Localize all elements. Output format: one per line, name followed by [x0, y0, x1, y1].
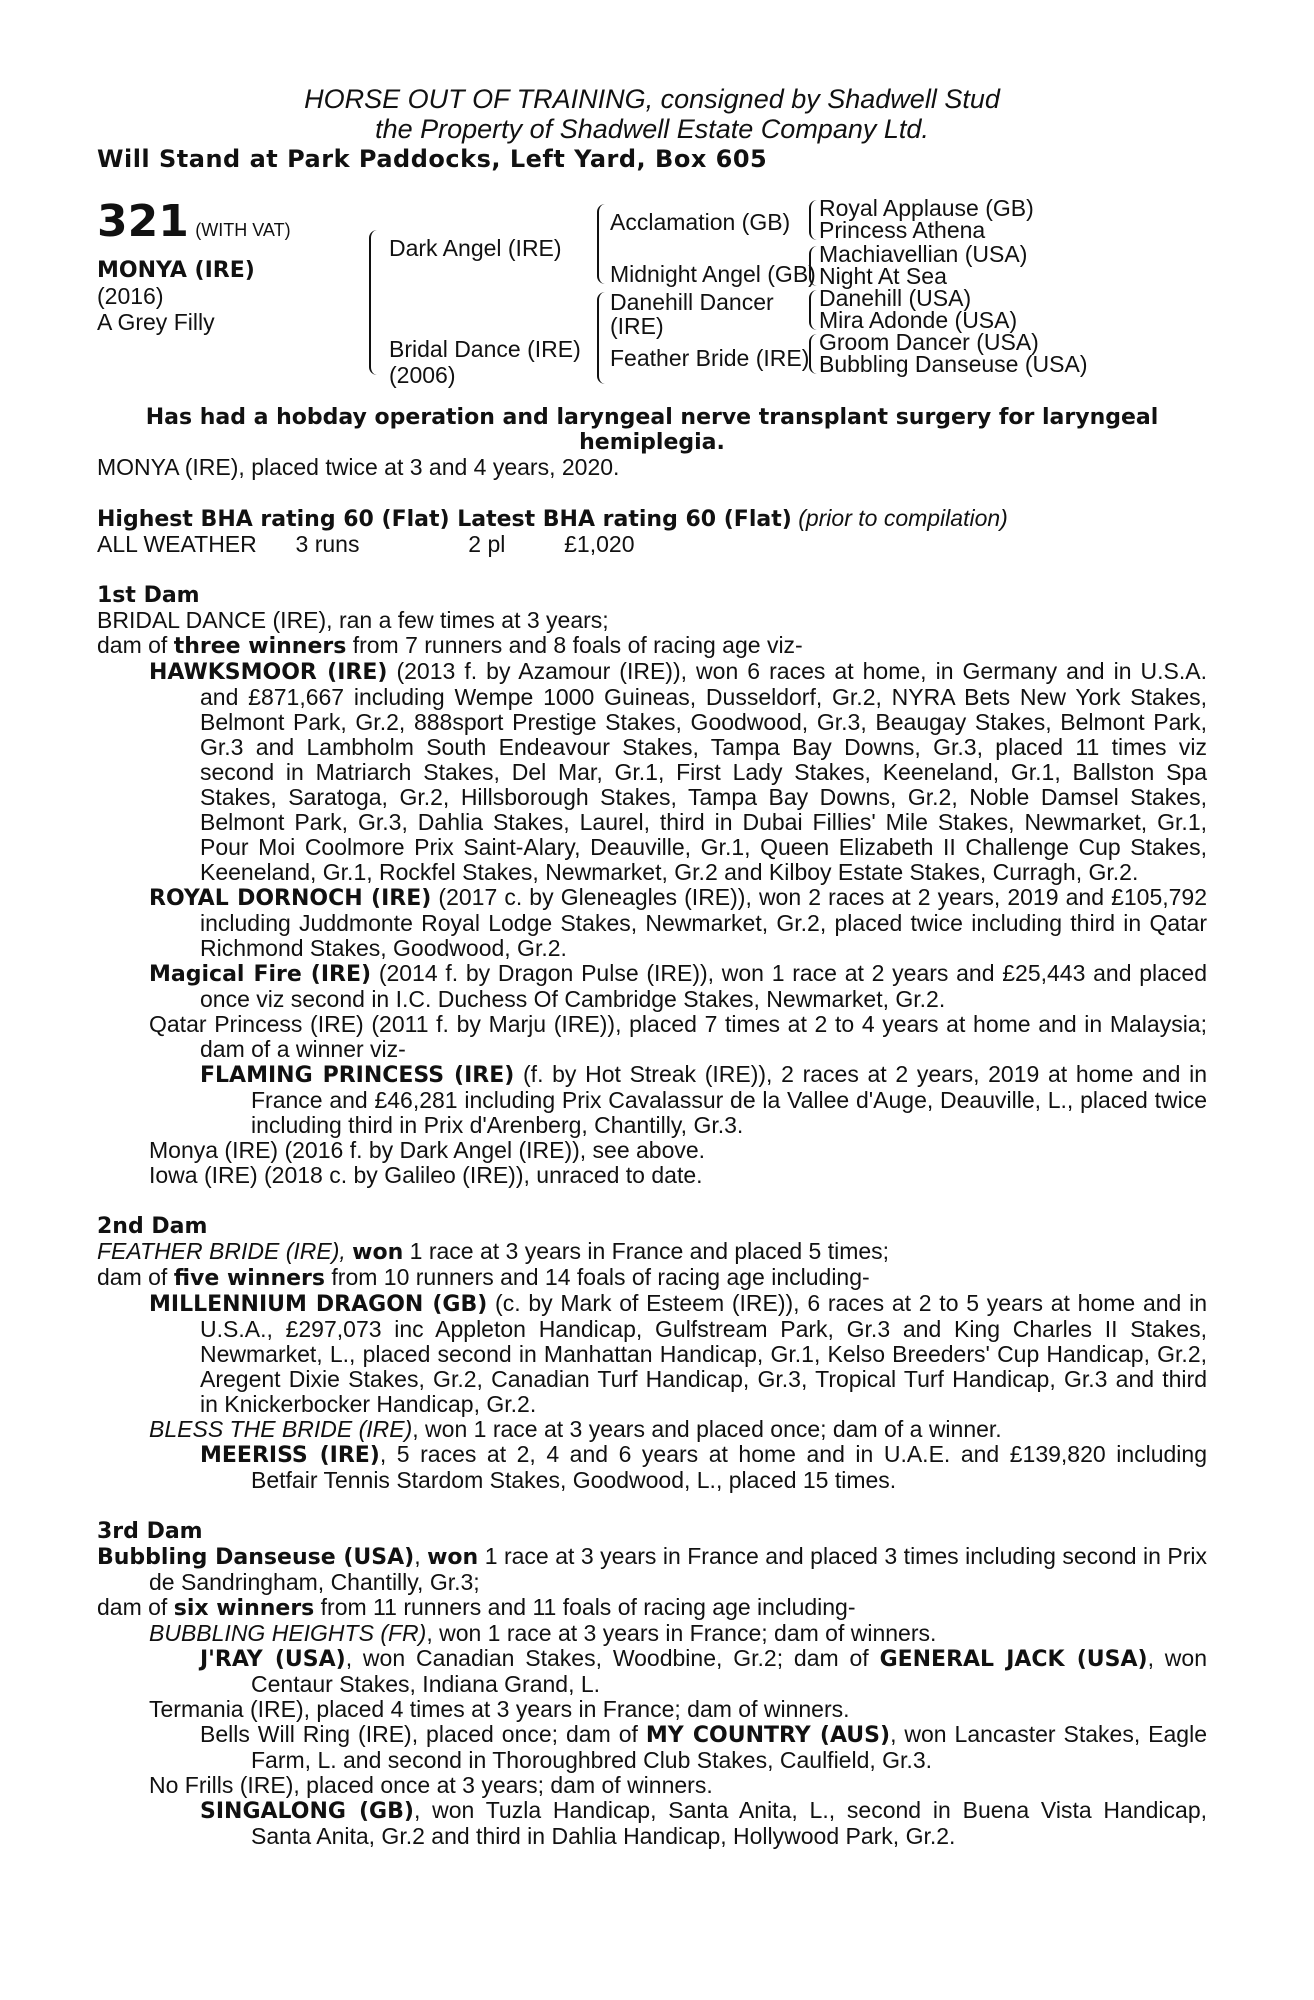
produce-entry: FLAMING PRINCESS (IRE) (f. by Hot Streak (IRE)), 2 races at 2 years, 2019 at home and in France and £46,281 including Prix Cavalassur de la Vallee d'Auge, Deauville, L., placed twice including third in Prix d'Arenberg, Chantilly, Gr.3. [200, 1061, 1208, 1138]
produce-entry: Qatar Princess (IRE) (2011 f. by Marju (IRE)), placed 7 times at 2 to 4 years at home and in Malaysia; dam of a winner viz- [149, 1011, 1207, 1062]
rating-section [97, 506, 1207, 557]
location-line: Will Stand at Park Paddocks, Left Yard, Box 605 [97, 145, 768, 173]
produce-entry: MILLENNIUM DRAGON (GB) (c. by Mark of Esteem (IRE)), 6 races at 2 to 5 years at home and in U.S.A., £297,073 inc Appleton Handicap, Gulfstream Park, Gr.3 and King Charles II Stakes, Newmarket, L., placed second in Manhattan Handicap, Gr.1, Kelso Breeders' Cup Handicap, Gr.2, Aregent Dixie Stakes, Gr.2, Canadian Turf Handicap, Gr.3, Tropical Turf Handicap, Gr.3 and third in Knickerbocker Handicap, Gr.2. [149, 1290, 1207, 1417]
sire-sire-sire: Royal Applause (GB) [819, 195, 1034, 221]
produce-entry: Bells Will Ring (IRE), placed once; dam of MY COUNTRY (AUS), won Lancaster Stakes, Eagle Farm, L. and second in Thoroughbred Club Stakes, Caulfield, Gr.3. [200, 1721, 1207, 1773]
owner-line: the Property of Shadwell Estate Company Ltd. [375, 114, 929, 144]
dam-intro: Bubbling Danseuse (USA), won 1 race at 3 years in France and placed 3 times including second in Prix de Sandringham, Chantilly, Gr.3; [97, 1543, 1208, 1595]
sire-dam-dam: Night At Sea [819, 263, 947, 289]
produce-entry: HAWKSMOOR (IRE) (2013 f. by Azamour (IRE)), won 6 races at home, in Germany and in U.S.A. and £871,667 including Wempe 1000 Guineas, Dusseldorf, Gr.2, NYRA Bets New York Stakes, Belmont Park, Gr.2, 888sport Prestige Stakes, Goodwood, Gr.3, Beaugay Stakes, Belmont Park, Gr.3 and Lambholm South Endeavour Stakes, Tampa Bay Downs, Gr.3, placed 11 times viz second in Matriarch Stakes, Del Mar, Gr.1, First Lady Stakes, Keeneland, Gr.1, Ballston Spa Stakes, Saratoga, Gr.2, Hillsborough Stakes, Tampa Bay Downs, Gr.2, Noble Damsel Stakes, Belmont Park, Gr.3, Dahlia Stakes, Laurel, third in Dubai Fillies' Mile Stakes, Newmarket, Gr.1, Pour Moi Coolmore Prix Saint-Alary, Deauville, Gr.1, Queen Elizabeth II Challenge Cup Stakes, Keeneland, Gr.1, Rockfel Stakes, Newmarket, Gr.2 and Kilboy Estate Stakes, Curragh, Gr.2. [149, 658, 1207, 885]
dam-intro: BRIDAL DANCE (IRE), ran a few times at 3 years; [97, 607, 609, 633]
horse-year: (2016) [97, 283, 164, 309]
section-title: 3rd Dam [97, 1519, 203, 1544]
rating-text: Highest BHA rating 60 (Flat) Latest BHA rating 60 (Flat) [97, 507, 792, 532]
catalogue-page [97, 84, 1207, 1849]
dam-sire-1: Danehill Dancer [610, 289, 774, 315]
surgery-note: Has had a hobday operation and laryngeal nerve transplant surgery for laryngeal hemiplegia. [145, 405, 1159, 455]
produce-entry: ROYAL DORNOCH (IRE) (2017 c. by Gleneagles (IRE)), won 2 races at 2 years, 2019 and £105,792 including Juddmonte Royal Lodge Stakes, Newmarket, Gr.2, placed twice including third in Qatar Richmond Stakes, Goodwood, Gr.2. [149, 884, 1208, 961]
dam-sire-dam: Mira Adonde (USA) [819, 307, 1018, 333]
dam-year: (2006) [389, 362, 456, 388]
vat-note: (WITH VAT) [195, 220, 291, 240]
produce-entry: Termania (IRE), placed 4 times at 3 years in France; dam of winners. [149, 1696, 850, 1722]
produce-entry: J'RAY (USA), won Canadian Stakes, Woodbine, Gr.2; dam of GENERAL JACK (USA), won Centaur Stakes, Indiana Grand, L. [200, 1645, 1207, 1697]
sire-sire: Acclamation (GB) [610, 209, 791, 235]
brace-g3-2 [809, 246, 817, 286]
dam-summary: dam of five winners from 10 runners and 14 foals of racing age including- [97, 1264, 870, 1291]
brace-g3-3 [809, 290, 817, 330]
second-dam-section [97, 1214, 1207, 1493]
sire-dam-sire: Machiavellian (USA) [819, 241, 1028, 267]
section-title: 2nd Dam [97, 1214, 208, 1239]
brace-g3-1 [809, 200, 817, 240]
produce-entry: No Frills (IRE), placed once at 3 years; dam of winners. [149, 1772, 713, 1798]
brace-dam [597, 292, 605, 384]
produce-entry: Magical Fire (IRE) (2014 f. by Dragon Pulse (IRE)), won 1 race at 2 years and £25,443 and placed once viz second in I.C. Duchess Of Cambridge Stakes, Newmarket, Gr.2. [149, 960, 1207, 1012]
third-dam-section [97, 1519, 1207, 1849]
section-title: 1st Dam [97, 583, 200, 608]
dam-summary: dam of three winners from 7 runners and 8 foals of racing age viz- [97, 632, 803, 659]
first-dam-section [97, 583, 1207, 1188]
horse-name: MONYA (IRE) [97, 258, 255, 283]
rating-note: (prior to compilation) [798, 505, 1008, 531]
dam-summary: dam of six winners from 11 runners and 11 foals of racing age including- [97, 1594, 856, 1621]
dam: Bridal Dance (IRE) [389, 336, 581, 362]
sire-sire-dam: Princess Athena [819, 217, 986, 243]
pedigree-table [97, 195, 1207, 425]
sire-dam: Midnight Angel (GB) [610, 261, 816, 287]
brace-g3-4 [809, 334, 817, 374]
lot-number: 321 [97, 196, 189, 247]
produce-entry: BLESS THE BRIDE (IRE), won 1 race at 3 years and placed once; dam of a winner. [149, 1416, 1002, 1442]
lot-number-row [97, 196, 291, 247]
dam-intro: FEATHER BRIDE (IRE), won 1 race at 3 years in France and placed 5 times; [97, 1238, 890, 1265]
surface: ALL WEATHER [97, 531, 257, 557]
runs: 3 runs [295, 531, 360, 557]
earnings: £1,020 [564, 531, 635, 557]
dam-dam-sire: Groom Dancer (USA) [819, 329, 1039, 355]
dam-sire-2: (IRE) [610, 313, 664, 339]
produce-entry: BUBBLING HEIGHTS (FR), won 1 race at 3 years in France; dam of winners. [149, 1620, 937, 1646]
dam-dam-dam: Bubbling Danseuse (USA) [819, 351, 1088, 377]
produce-entry: SINGALONG (GB), won Tuzla Handicap, Santa Anita, L., second in Buena Vista Handicap, Santa Anita, Gr.2 and third in Dahlia Handicap, Hollywood Park, Gr.2. [200, 1797, 1208, 1849]
consignor-line: HORSE OUT OF TRAINING, consigned by Shadwell Stud [304, 84, 1000, 114]
horse-description: A Grey Filly [97, 309, 215, 335]
produce-entry: Monya (IRE) (2016 f. by Dark Angel (IRE)), see above. [149, 1137, 706, 1163]
produce-entry: MEERISS (IRE), 5 races at 2, 4 and 6 years at home and in U.A.E. and £139,820 including Betfair Tennis Stardom Stakes, Goodwood, L., placed 15 times. [200, 1441, 1208, 1493]
dam-dam: Feather Bride (IRE) [610, 345, 810, 371]
dam-sire-sire: Danehill (USA) [819, 285, 972, 311]
surface-record-row [97, 532, 1207, 557]
placed-count: 2 pl [468, 531, 506, 557]
produce-entry: Iowa (IRE) (2018 c. by Galileo (IRE)), unraced to date. [149, 1162, 703, 1188]
race-record-summary: MONYA (IRE), placed twice at 3 and 4 years, 2020. [97, 454, 620, 480]
brace-gen1 [369, 230, 377, 375]
brace-sire [597, 204, 605, 284]
sire: Dark Angel (IRE) [389, 235, 562, 261]
